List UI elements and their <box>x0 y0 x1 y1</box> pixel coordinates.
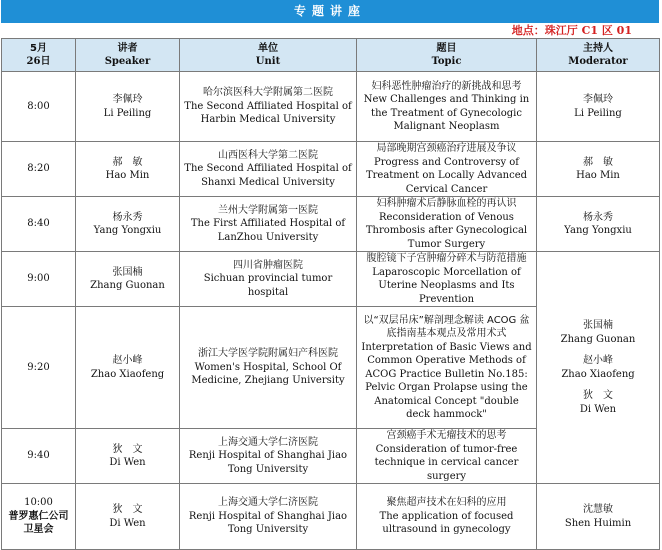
moderator-cell: 沈慧敏 Shen Huimin <box>537 484 660 550</box>
speaker-cell: 狄 文 Di Wen <box>76 429 180 484</box>
moderator-header: 主持人 Moderator <box>537 39 660 72</box>
unit-cell: 四川省肿瘤医院 Sichuan provincial tumor hospital <box>180 252 357 307</box>
header-row <box>2 39 660 72</box>
satellite-note: 普罗惠仁公司卫星会 <box>8 510 69 536</box>
time-cell: 9:00 <box>2 252 76 307</box>
date-header <box>2 39 76 72</box>
time-cell: 8:20 <box>2 142 76 197</box>
table-row <box>2 72 660 142</box>
topic-cell: 聚焦超声技术在妇科的应用 The application of focused ultrasound in gynecology <box>357 484 537 550</box>
unit-header: 单位 Unit <box>180 39 357 72</box>
location-label: 地点：珠江厅 C1 区 01 <box>511 24 632 37</box>
schedule-table <box>1 38 660 550</box>
page-title: 专题讲座 <box>293 4 366 18</box>
moderator-cell: 李佩玲 Li Peiling <box>537 72 660 142</box>
table-row <box>2 142 660 197</box>
speaker-cell: 张国楠 Zhang Guonan <box>76 252 180 307</box>
time-cell: 9:40 <box>2 429 76 484</box>
topic-cell: 妇科肿瘤术后静脉血栓的再认识 Reconsideration of Venous Thrombosis after Gynecological Tumor Surgery <box>357 197 537 252</box>
speaker-cell: 杨永秀 Yang Yongxiu <box>76 197 180 252</box>
speaker-header: 讲者 Speaker <box>76 39 180 72</box>
table-row <box>2 484 660 550</box>
speaker-cell: 狄 文 Di Wen <box>76 484 180 550</box>
topic-cell: 局部晚期宫颈癌治疗进展及争议 Progress and Controversy of Treatment on Locally Advanced Cervical Cancer <box>357 142 537 197</box>
unit-cell: 山西医科大学第二医院 The Second Affiliated Hospital of Shanxi Medical University <box>180 142 357 197</box>
table-row <box>2 252 660 307</box>
unit-cell: 哈尔滨医科大学附属第二医院 The Second Affiliated Hospital of Harbin Medical University <box>180 72 357 142</box>
unit-cell: 上海交通大学仁济医院 Renji Hospital of Shanghai Jiao Tong University <box>180 484 357 550</box>
time-cell: 8:40 <box>2 197 76 252</box>
unit-cell: 浙江大学医学院附属妇产科医院 Women's Hospital, School Of Medicine, Zhejiang University <box>180 307 357 429</box>
time-cell: 10:00 普罗惠仁公司卫星会 <box>2 484 76 550</box>
time-cell: 9:20 <box>2 307 76 429</box>
date-day: 26日 <box>26 56 51 67</box>
table-row <box>2 197 660 252</box>
topic-header: 题目 Topic <box>357 39 537 72</box>
title-bar <box>1 0 659 23</box>
unit-cell: 上海交通大学仁济医院 Renji Hospital of Shanghai Jiao Tong University <box>180 429 357 484</box>
speaker-cell: 郝 敏 Hao Min <box>76 142 180 197</box>
speaker-cell: 李佩玲 Li Peiling <box>76 72 180 142</box>
moderator-cell: 杨永秀 Yang Yongxiu <box>537 197 660 252</box>
unit-cell: 兰州大学附属第一医院 The First Affiliated Hospital of LanZhou University <box>180 197 357 252</box>
topic-cell: 妇科恶性肿瘤治疗的新挑战和思考 New Challenges and Thinking in the Treatment of Gynecologic Malignant Neoplasm <box>357 72 537 142</box>
date-month: 5月 <box>30 43 47 54</box>
topic-cell: 腹腔镜下子宫肿瘤分碎术与防范措施 Laparoscopic Morcellation of Uterine Neoplasms and Its Prevention <box>357 252 537 307</box>
moderator-cell: 郝 敏 Hao Min <box>537 142 660 197</box>
time-cell: 8:00 <box>2 72 76 142</box>
speaker-cell: 赵小峰 Zhao Xiaofeng <box>76 307 180 429</box>
topic-cell: 以“双层吊床”解剖理念解读 ACOG 盆底指南基本观点及常用术式 Interpretation of Basic Views and Common Operative Methods of ACOG Practice Bulletin No.185: Pelvic Organ Prolapse using the Anatomical Concept "double deck hammock" <box>357 307 537 429</box>
topic-cell: 宫颈癌手术无瘤技术的思考 Consideration of tumor-free technique in cervical cancer surgery <box>357 429 537 484</box>
moderator-cell-group: 张国楠 Zhang Guonan 赵小峰 Zhao Xiaofeng 狄 文 Di Wen <box>537 252 660 484</box>
